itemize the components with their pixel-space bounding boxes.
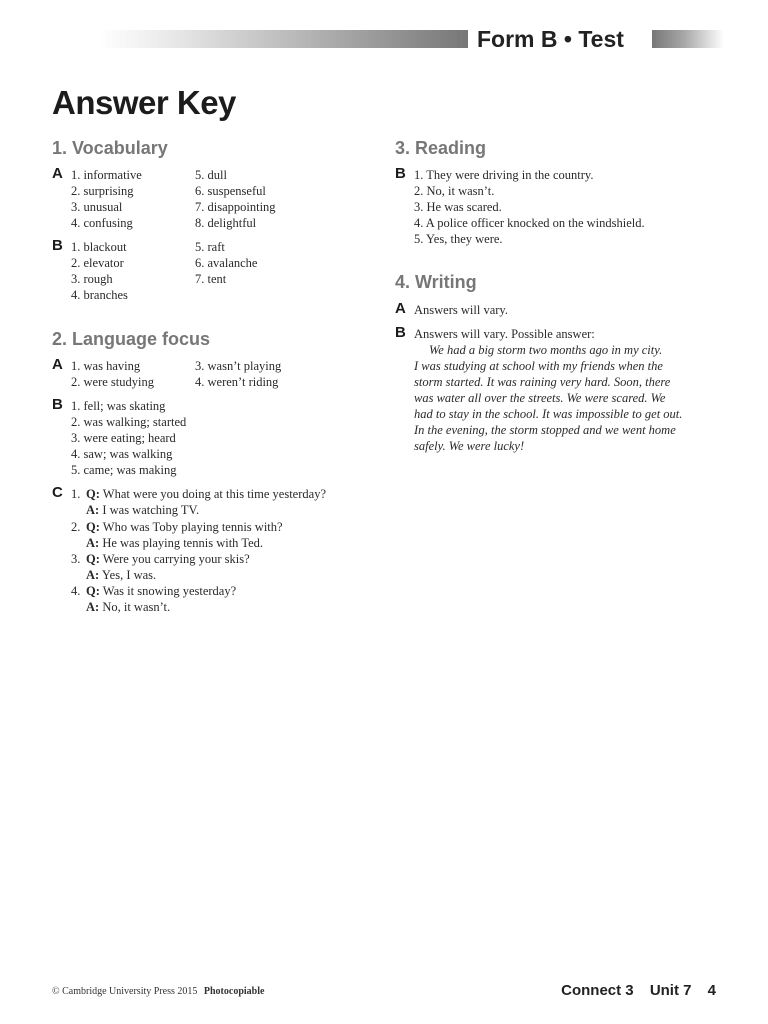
- header-gradient-bar-left: [100, 30, 468, 48]
- question-label: Q:: [86, 520, 100, 534]
- question-text: Who was Toby playing tennis with?: [102, 520, 283, 534]
- qa-answer: [86, 599, 170, 615]
- answer-item: Answers will vary. Possible answer:: [414, 327, 595, 341]
- answer-text: Yes, I was.: [101, 568, 157, 582]
- unit-label: Unit 7: [649, 982, 692, 999]
- answer-item: 2. was walking; started: [71, 415, 187, 429]
- answer-item: 7. disappointing: [195, 200, 276, 214]
- page-number: 4: [707, 982, 716, 999]
- question-label: Q:: [86, 552, 100, 566]
- section-heading-writing: 4. Writing: [395, 272, 477, 292]
- qa-number: 2.: [71, 520, 81, 534]
- header-title: Form B • Test: [477, 26, 624, 52]
- answer-label: A:: [86, 503, 100, 517]
- answer-item: 2. elevator: [71, 256, 124, 270]
- answer-item: 4. A police officer knocked on the windshield.: [414, 216, 645, 230]
- answer-item: 3. unusual: [71, 200, 123, 214]
- answer-item: 4. confusing: [71, 216, 133, 230]
- answer-item: 5. Yes, they were.: [414, 232, 503, 246]
- qa-number: 3.: [71, 552, 81, 566]
- sample-answer-line: storm started. It was raining very hard. Soon, there: [414, 375, 671, 389]
- answer-item: 1. They were driving in the country.: [414, 168, 594, 182]
- answer-item: 3. wasn’t playing: [195, 359, 282, 373]
- qa-answer: [86, 502, 199, 518]
- exercise-letter: C: [52, 484, 63, 501]
- answer-item: 2. surprising: [71, 184, 134, 198]
- page-title: Answer Key: [52, 84, 236, 121]
- answer-label: A:: [86, 600, 100, 614]
- exercise-letter: A: [52, 165, 63, 182]
- header-gradient-bar-right: [652, 30, 724, 48]
- answer-item: 7. tent: [195, 272, 227, 286]
- answer-item: Answers will vary.: [414, 303, 508, 317]
- qa-answer: [86, 567, 156, 583]
- section-heading-language-focus: 2. Language focus: [52, 329, 211, 349]
- footer-copyright: [52, 986, 264, 997]
- answer-item: 1. informative: [71, 168, 142, 182]
- footer-page-info: [561, 982, 716, 999]
- answer-item: 6. suspenseful: [195, 184, 266, 198]
- exercise-letter: B: [395, 324, 406, 341]
- answer-item: 4. saw; was walking: [71, 447, 173, 461]
- qa-question: [86, 551, 250, 567]
- photocopiable-label: Photocopiable: [203, 986, 265, 997]
- book-title: Connect 3: [561, 982, 634, 999]
- qa-question: [86, 486, 326, 502]
- exercise-letter: A: [395, 300, 406, 317]
- answer-item: 1. fell; was skating: [71, 399, 166, 413]
- exercise-letter: A: [52, 356, 63, 373]
- sample-answer-line: We had a big storm two months ago in my city.: [429, 343, 663, 357]
- question-text: What were you doing at this time yesterday?: [102, 487, 326, 501]
- answer-item: 4. branches: [71, 288, 128, 302]
- question-label: Q:: [86, 487, 100, 501]
- question-text: Was it snowing yesterday?: [102, 584, 237, 598]
- answer-item: 2. No, it wasn’t.: [414, 184, 495, 198]
- section-heading-vocabulary: 1. Vocabulary: [52, 138, 168, 158]
- answer-item: 5. came; was making: [71, 463, 177, 477]
- answer-item: 4. weren’t riding: [195, 375, 279, 389]
- answer-text: I was watching TV.: [102, 503, 200, 517]
- sample-answer-line: In the evening, the storm stopped and we went home: [414, 423, 676, 437]
- sample-answer-line: safely. We were lucky!: [414, 439, 525, 453]
- question-label: Q:: [86, 584, 100, 598]
- answer-item: 1. was having: [71, 359, 141, 373]
- answer-item: 2. were studying: [71, 375, 154, 389]
- copyright-text: © Cambridge University Press 2015: [52, 986, 198, 997]
- answer-item: 1. blackout: [71, 240, 127, 254]
- answer-item: 8. delightful: [195, 216, 257, 230]
- qa-number: 1.: [71, 487, 81, 501]
- question-text: Were you carrying your skis?: [102, 552, 250, 566]
- exercise-letter: B: [52, 237, 63, 254]
- sample-answer-line: I was studying at school with my friends when the: [414, 359, 663, 373]
- qa-number: 4.: [71, 584, 81, 598]
- sample-answer-line: was water all over the streets. We were scared. We: [414, 391, 666, 405]
- qa-question: [86, 583, 236, 599]
- answer-label: A:: [86, 568, 100, 582]
- answer-item: 3. rough: [71, 272, 113, 286]
- answer-item: 5. dull: [195, 168, 227, 182]
- qa-answer: [86, 535, 263, 551]
- answer-text: No, it wasn’t.: [102, 600, 171, 614]
- exercise-letter: B: [395, 165, 406, 182]
- sample-answer-line: had to stay in the school. It was impossible to get out.: [414, 407, 683, 421]
- section-heading-reading: 3. Reading: [395, 138, 487, 158]
- qa-question: [86, 519, 283, 535]
- answer-item: 3. He was scared.: [414, 200, 502, 214]
- answer-text: He was playing tennis with Ted.: [102, 536, 264, 550]
- answer-item: 6. avalanche: [195, 256, 258, 270]
- answer-item: 3. were eating; heard: [71, 431, 176, 445]
- answer-item: 5. raft: [195, 240, 225, 254]
- exercise-letter: B: [52, 396, 63, 413]
- answer-label: A:: [86, 536, 100, 550]
